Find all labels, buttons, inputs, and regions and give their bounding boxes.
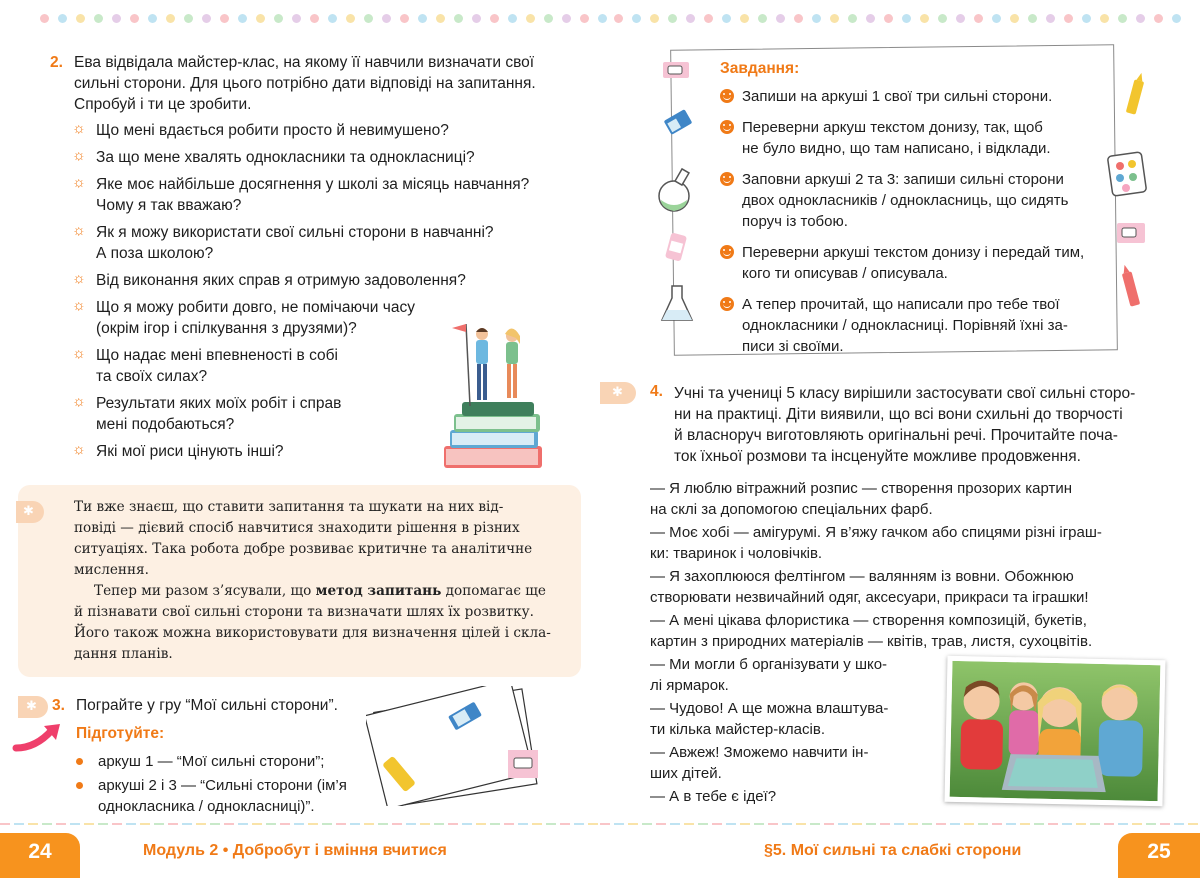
decorative-dot [992, 14, 1001, 23]
question-text: Що надає мені впевненості в собі [96, 347, 338, 364]
decorative-dot [902, 14, 911, 23]
dialogue-text: ти кілька майстер-класів. [650, 721, 825, 738]
decorative-dot [758, 14, 767, 23]
decorative-dot [508, 14, 517, 23]
task-text: А тепер прочитай, що написали про тебе твої [742, 296, 1060, 313]
children-photo [944, 656, 1165, 807]
question-4-line: й власноруч виготовляють оригінальні речі. Прочитайте почa- [674, 427, 1118, 444]
decorative-dot [884, 14, 893, 23]
dialogue-text: картин з природних матеріалів — квітів, трав, листя, сухоцвітів. [650, 633, 1093, 650]
dialogue-text: на склі за допомогою спеціальних фарб. [650, 501, 933, 518]
question-2-intro [74, 52, 560, 115]
question-text: Від виконання яких справ я отримую задоволення? [96, 272, 466, 289]
dialogue-text: — Я люблю вітражний розпис — створення прозорих картин [650, 480, 1072, 497]
info-line: ситуаціях. Така робота добре розвиває критичне та аналітичне [74, 541, 533, 557]
decorative-dot [866, 14, 875, 23]
question-item [72, 270, 562, 291]
smiley-icon [720, 172, 734, 186]
task-list [720, 86, 1098, 357]
task-item [720, 169, 1098, 232]
task-text: двох однокласників / однокласниць, що сидять [742, 192, 1069, 209]
info-line: дання планів. [74, 646, 173, 662]
prepare-label: Підготуйте: [76, 725, 165, 742]
info-box [18, 485, 581, 677]
decorative-dot [346, 14, 355, 23]
footer-dashed-line [0, 823, 600, 825]
sun-icon: ☼ [72, 441, 86, 458]
dialogue-text: лі ярмарок. [650, 677, 729, 694]
decorative-dot [418, 14, 427, 23]
dialogue-line [650, 610, 1148, 652]
decorative-dot [40, 14, 49, 23]
method-term: метод запитань [315, 583, 442, 599]
dialogue-text: — А мені цікава флористика — створення композицій, букетів, [650, 612, 1087, 629]
question-3-text: Пограйте у гру “Мої сильні сторони”. [76, 697, 338, 714]
question-item [72, 222, 562, 264]
info-line: мислення. [74, 562, 149, 578]
question-text: Чому я так вважаю? [96, 197, 242, 214]
decorative-dot [310, 14, 319, 23]
paper-sheets-illustration [366, 686, 546, 806]
page-number: 24 [0, 833, 80, 878]
question-text: Що я можу робити довго, не помічаючи часу [96, 299, 415, 316]
list-item-text: однокласника / однокласниці)”. [98, 798, 315, 815]
kids-on-books-illustration [436, 318, 556, 490]
decorative-dot [490, 14, 499, 23]
smiley-icon [720, 89, 734, 103]
decorative-dot [148, 14, 157, 23]
sun-icon: ☼ [72, 297, 86, 314]
decorative-dot [1136, 14, 1145, 23]
question-text: А поза школою? [96, 245, 214, 262]
decorative-dot [544, 14, 553, 23]
decorative-dot [1082, 14, 1091, 23]
task-item [720, 117, 1098, 159]
question-item [72, 120, 562, 141]
smiley-icon [720, 245, 734, 259]
info-text: Тепер ми разом з’ясували, що [94, 583, 316, 599]
decorative-dot [436, 14, 445, 23]
dialogue-line [650, 742, 926, 784]
flask-icon [654, 166, 696, 214]
module-title: Модуль 2 • Добробут і вміння вчитися [143, 842, 447, 859]
decorative-dot [956, 14, 965, 23]
question-4-line: ток їхньої розмови та інсценуйте можливе продовження. [674, 448, 1081, 465]
sun-icon: ☼ [72, 147, 86, 164]
info-paragraph-2 [74, 581, 564, 665]
decorative-dot [382, 14, 391, 23]
question-text: Що мені вдається робити просто й невимушено? [96, 122, 449, 139]
intro-line: сильні сторони. Для цього потрібно дати відповіді на запитання. [74, 75, 536, 92]
question-item [72, 174, 562, 216]
decorative-dot [740, 14, 749, 23]
info-line: повіді — дієвий спосіб навчитися знаходити рішення в різних [74, 520, 520, 536]
decorative-dot [364, 14, 373, 23]
info-line: Його також можна використовувати для визначення цілей і скла- [74, 625, 551, 641]
sun-icon: ☼ [72, 174, 86, 191]
decorative-dot [292, 14, 301, 23]
decorative-dot [580, 14, 589, 23]
dialogue-line [650, 786, 926, 807]
info-line: й пізнавати свої сильні сторони та визначати шлях їх розвитку. [74, 604, 534, 620]
decorative-dot [220, 14, 229, 23]
task-text: поруч із тобою. [742, 213, 848, 230]
task-text: не було видно, що там написано, і відклади. [742, 140, 1051, 157]
question-item [72, 147, 562, 168]
task-text: кого ти описував / описувала. [742, 265, 948, 282]
dialogue-text: — Ми могли б організувати у шко- [650, 656, 888, 673]
dialogue-text: — Моє хобі — амігурумі. Я в’яжу гачком або спицями різні іграш- [650, 524, 1102, 541]
children-with-laptop-image [950, 661, 1161, 801]
question-text: За що мене хвалять однокласники та однокласниці? [96, 149, 475, 166]
task-text: Запиши на аркуші 1 свої три сильні сторони. [742, 88, 1053, 105]
dialogue-line [650, 522, 1148, 564]
decorative-dot [974, 14, 983, 23]
decorative-dot [812, 14, 821, 23]
question-text: Яке моє найбільше досягнення у школі за місяць навчання? [96, 176, 530, 193]
dialogue-text: — Я захоплююся фелтінгом — валянням із вовни. Обожнюю [650, 568, 1074, 585]
decorative-dot [526, 14, 535, 23]
question-2 [50, 52, 560, 115]
beaker-icon [660, 284, 694, 324]
task-content [720, 60, 1098, 367]
decorative-dot [274, 14, 283, 23]
footer-dashed-line [600, 823, 1200, 825]
decorative-dot [76, 14, 85, 23]
dialogue-text: — Авжеж! Зможемо навчити ін- [650, 744, 869, 761]
decorative-dot [1172, 14, 1181, 23]
info-paragraph-1 [74, 497, 564, 581]
smiley-icon [720, 297, 734, 311]
crayon-pink-icon [1118, 262, 1144, 310]
decorative-dot [614, 14, 623, 23]
prepare-list [74, 751, 374, 820]
decorative-dot [686, 14, 695, 23]
task-title: Завдання: [720, 60, 800, 77]
decorative-dot [632, 14, 641, 23]
curved-arrow-icon [12, 722, 70, 752]
decorative-dot [472, 14, 481, 23]
dialogue-text: ки: тваринок і чоловічків. [650, 545, 823, 562]
decorative-dot [668, 14, 677, 23]
decorative-dot [598, 14, 607, 23]
decorative-dot [1010, 14, 1019, 23]
dialogue-line [650, 654, 926, 696]
intro-line: Ева відвідала майстер-клас, на якому її навчили визначати свої [74, 54, 535, 71]
eraser-blue-icon [660, 108, 694, 138]
task-item [720, 294, 1098, 357]
decorative-dot [1118, 14, 1127, 23]
eraser-icon [1116, 222, 1146, 244]
dialogue-text: створювати незвичайний одяг, аксесуари, прикраси та іграшки! [650, 589, 1089, 606]
section-title: §5. Мої сильні та слабкі сторони [764, 842, 1022, 859]
decorative-dot [776, 14, 785, 23]
top-dots-right [614, 14, 1181, 24]
decorative-dot [920, 14, 929, 23]
crayon-yellow-icon [1122, 72, 1148, 118]
task-text: писи зі своїми. [742, 338, 844, 355]
decorative-dot [94, 14, 103, 23]
decorative-dot [830, 14, 839, 23]
dialogue-line [650, 566, 1148, 608]
intro-line: Спробуй і ти це зробити. [74, 96, 252, 113]
decorative-dot [650, 14, 659, 23]
sun-icon: ✱ [600, 382, 636, 404]
question-4-line: ни на практиці. Діти виявили, що всі вони схильні до творчості [674, 406, 1123, 423]
decorative-dot [562, 14, 571, 23]
decorative-dot [184, 14, 193, 23]
task-text: Переверни аркуші текстом донизу і передай тим, [742, 244, 1085, 261]
page-number: 25 [1118, 833, 1200, 878]
list-item [74, 751, 374, 772]
task-text: Переверни аркуш текстом донизу, так, щоб [742, 119, 1043, 136]
decorative-dot [938, 14, 947, 23]
top-dots-left [40, 14, 607, 24]
decorative-dot [794, 14, 803, 23]
decorative-dot [1046, 14, 1055, 23]
decorative-dot [1154, 14, 1163, 23]
list-item [74, 775, 374, 817]
smiley-icon [720, 120, 734, 134]
dialogue-text: — Чудово! А ще можна влаштува- [650, 700, 889, 717]
eraser-pink-icon [664, 232, 688, 262]
sun-icon: ☼ [72, 222, 86, 239]
decorative-dot [1028, 14, 1037, 23]
eraser-icon [662, 60, 690, 80]
info-text: допомагає ще [441, 583, 546, 599]
question-text: Як я можу використати свої сильні сторони в навчанні? [96, 224, 494, 241]
list-item-text: аркуш 1 — “Мої сильні сторони”; [98, 753, 325, 770]
sun-icon: ☼ [72, 345, 86, 362]
decorative-dot [256, 14, 265, 23]
lightbulb-icon: ✱ [16, 501, 44, 523]
decorative-dot [130, 14, 139, 23]
dialogue-line [650, 698, 926, 740]
decorative-dot [58, 14, 67, 23]
info-line: Ти вже знаєш, що ставити запитання та шукати на них від- [74, 499, 504, 515]
decorative-dot [328, 14, 337, 23]
question-text: (окрім ігор і спілкування з друзями)? [96, 320, 357, 337]
decorative-dot [704, 14, 713, 23]
list-item-text: аркуші 2 і 3 — “Сильні сторони (ім’я [98, 777, 347, 794]
sun-icon: ☼ [72, 393, 86, 410]
dialogue-text: — А в тебе є ідеї? [650, 788, 777, 805]
decorative-dot [112, 14, 121, 23]
question-text: Які мої риси цінують інші? [96, 443, 284, 460]
dialogue-line [650, 478, 1148, 520]
question-number: 4. [650, 383, 663, 400]
task-text: Заповни аркуші 2 та 3: запиши сильні сторони [742, 171, 1064, 188]
question-number: 3. [52, 697, 65, 714]
question-number: 2. [50, 54, 63, 71]
sun-icon: ☼ [72, 120, 86, 137]
decorative-dot [848, 14, 857, 23]
question-4-line: Учні та учениці 5 класу вирішили застосувати свої сильні сторо- [674, 385, 1136, 402]
sun-icon: ✱ [18, 696, 48, 718]
decorative-dot [166, 14, 175, 23]
decorative-dot [1100, 14, 1109, 23]
task-text: однокласники / однокласниці. Порівняй їхні за- [742, 317, 1068, 334]
question-text: мені подобаються? [96, 416, 235, 433]
decorative-dot [202, 14, 211, 23]
dialogue-text: ших дітей. [650, 765, 722, 782]
paint-palette-icon [1106, 150, 1150, 200]
decorative-dot [454, 14, 463, 23]
decorative-dot [238, 14, 247, 23]
task-item [720, 242, 1098, 284]
question-text: Результати яких моїх робіт і справ [96, 395, 342, 412]
decorative-dot [722, 14, 731, 23]
task-item [720, 86, 1098, 107]
decorative-dot [400, 14, 409, 23]
question-4-text [674, 383, 1150, 467]
sun-icon: ☼ [72, 270, 86, 287]
question-text: та своїх силах? [96, 368, 208, 385]
decorative-dot [1064, 14, 1073, 23]
